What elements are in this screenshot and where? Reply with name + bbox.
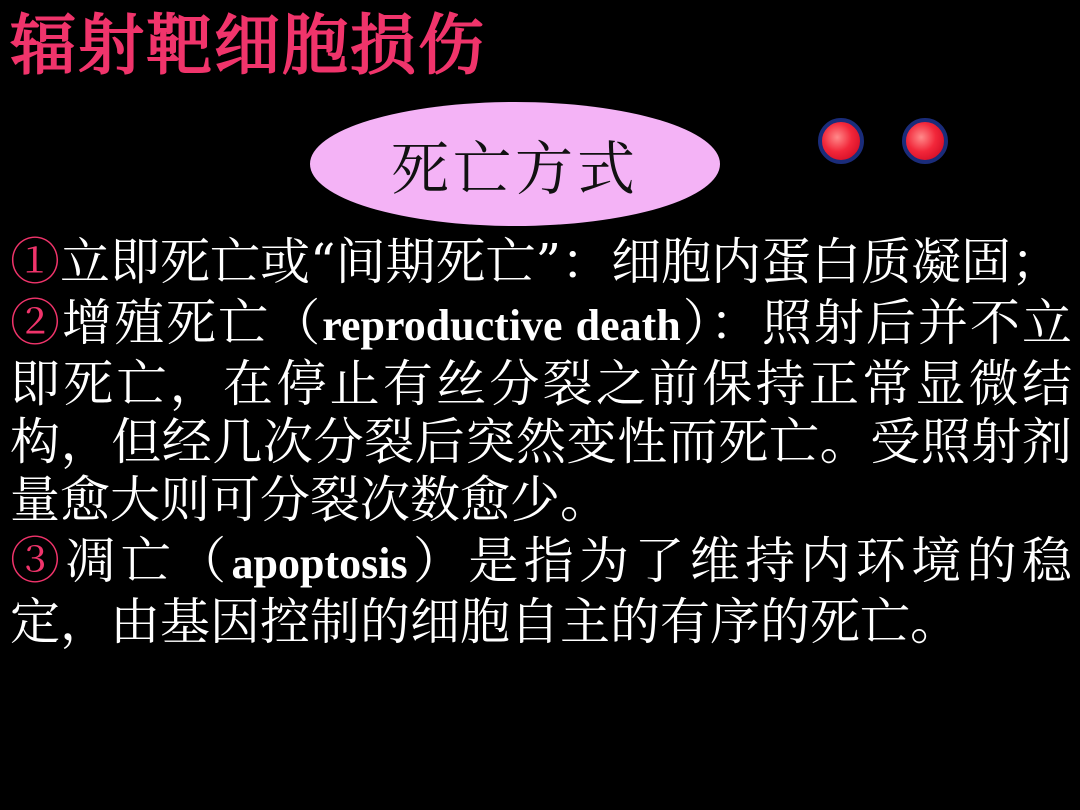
item-text: ）是指为了维持内环境的稳定，由基因控制的细胞自主的有序的死亡。 — [10, 532, 1073, 651]
item-term: reproductive death — [322, 301, 681, 350]
list-item — [10, 233, 1072, 291]
list-item — [10, 532, 1072, 651]
item-text: 立即死亡或“间期死亡”：细胞内蛋白质凝固； — [60, 233, 1062, 291]
item-term: apoptosis — [231, 539, 408, 588]
slide-title: 辐射靶细胞损伤 — [10, 6, 486, 84]
item-number: ① — [10, 233, 60, 291]
subtitle-pill — [310, 102, 720, 226]
item-number: ③ — [10, 532, 66, 590]
item-number: ② — [10, 294, 63, 352]
item-text: 凋亡（ — [65, 532, 232, 590]
list-item — [10, 294, 1072, 529]
content-body — [10, 233, 1072, 654]
red-dot-icon — [902, 118, 948, 164]
red-dot-icon — [818, 118, 864, 164]
item-text: ）：照射后并不立即死亡，在停止有丝分裂之前保持正常显微结构，但经几次分裂后突然变性而死亡。受照射剂量愈大则可分裂次数愈少。 — [10, 294, 1073, 529]
subtitle-text: 死亡方式 — [390, 135, 639, 203]
item-text: 增殖死亡（ — [62, 294, 323, 352]
